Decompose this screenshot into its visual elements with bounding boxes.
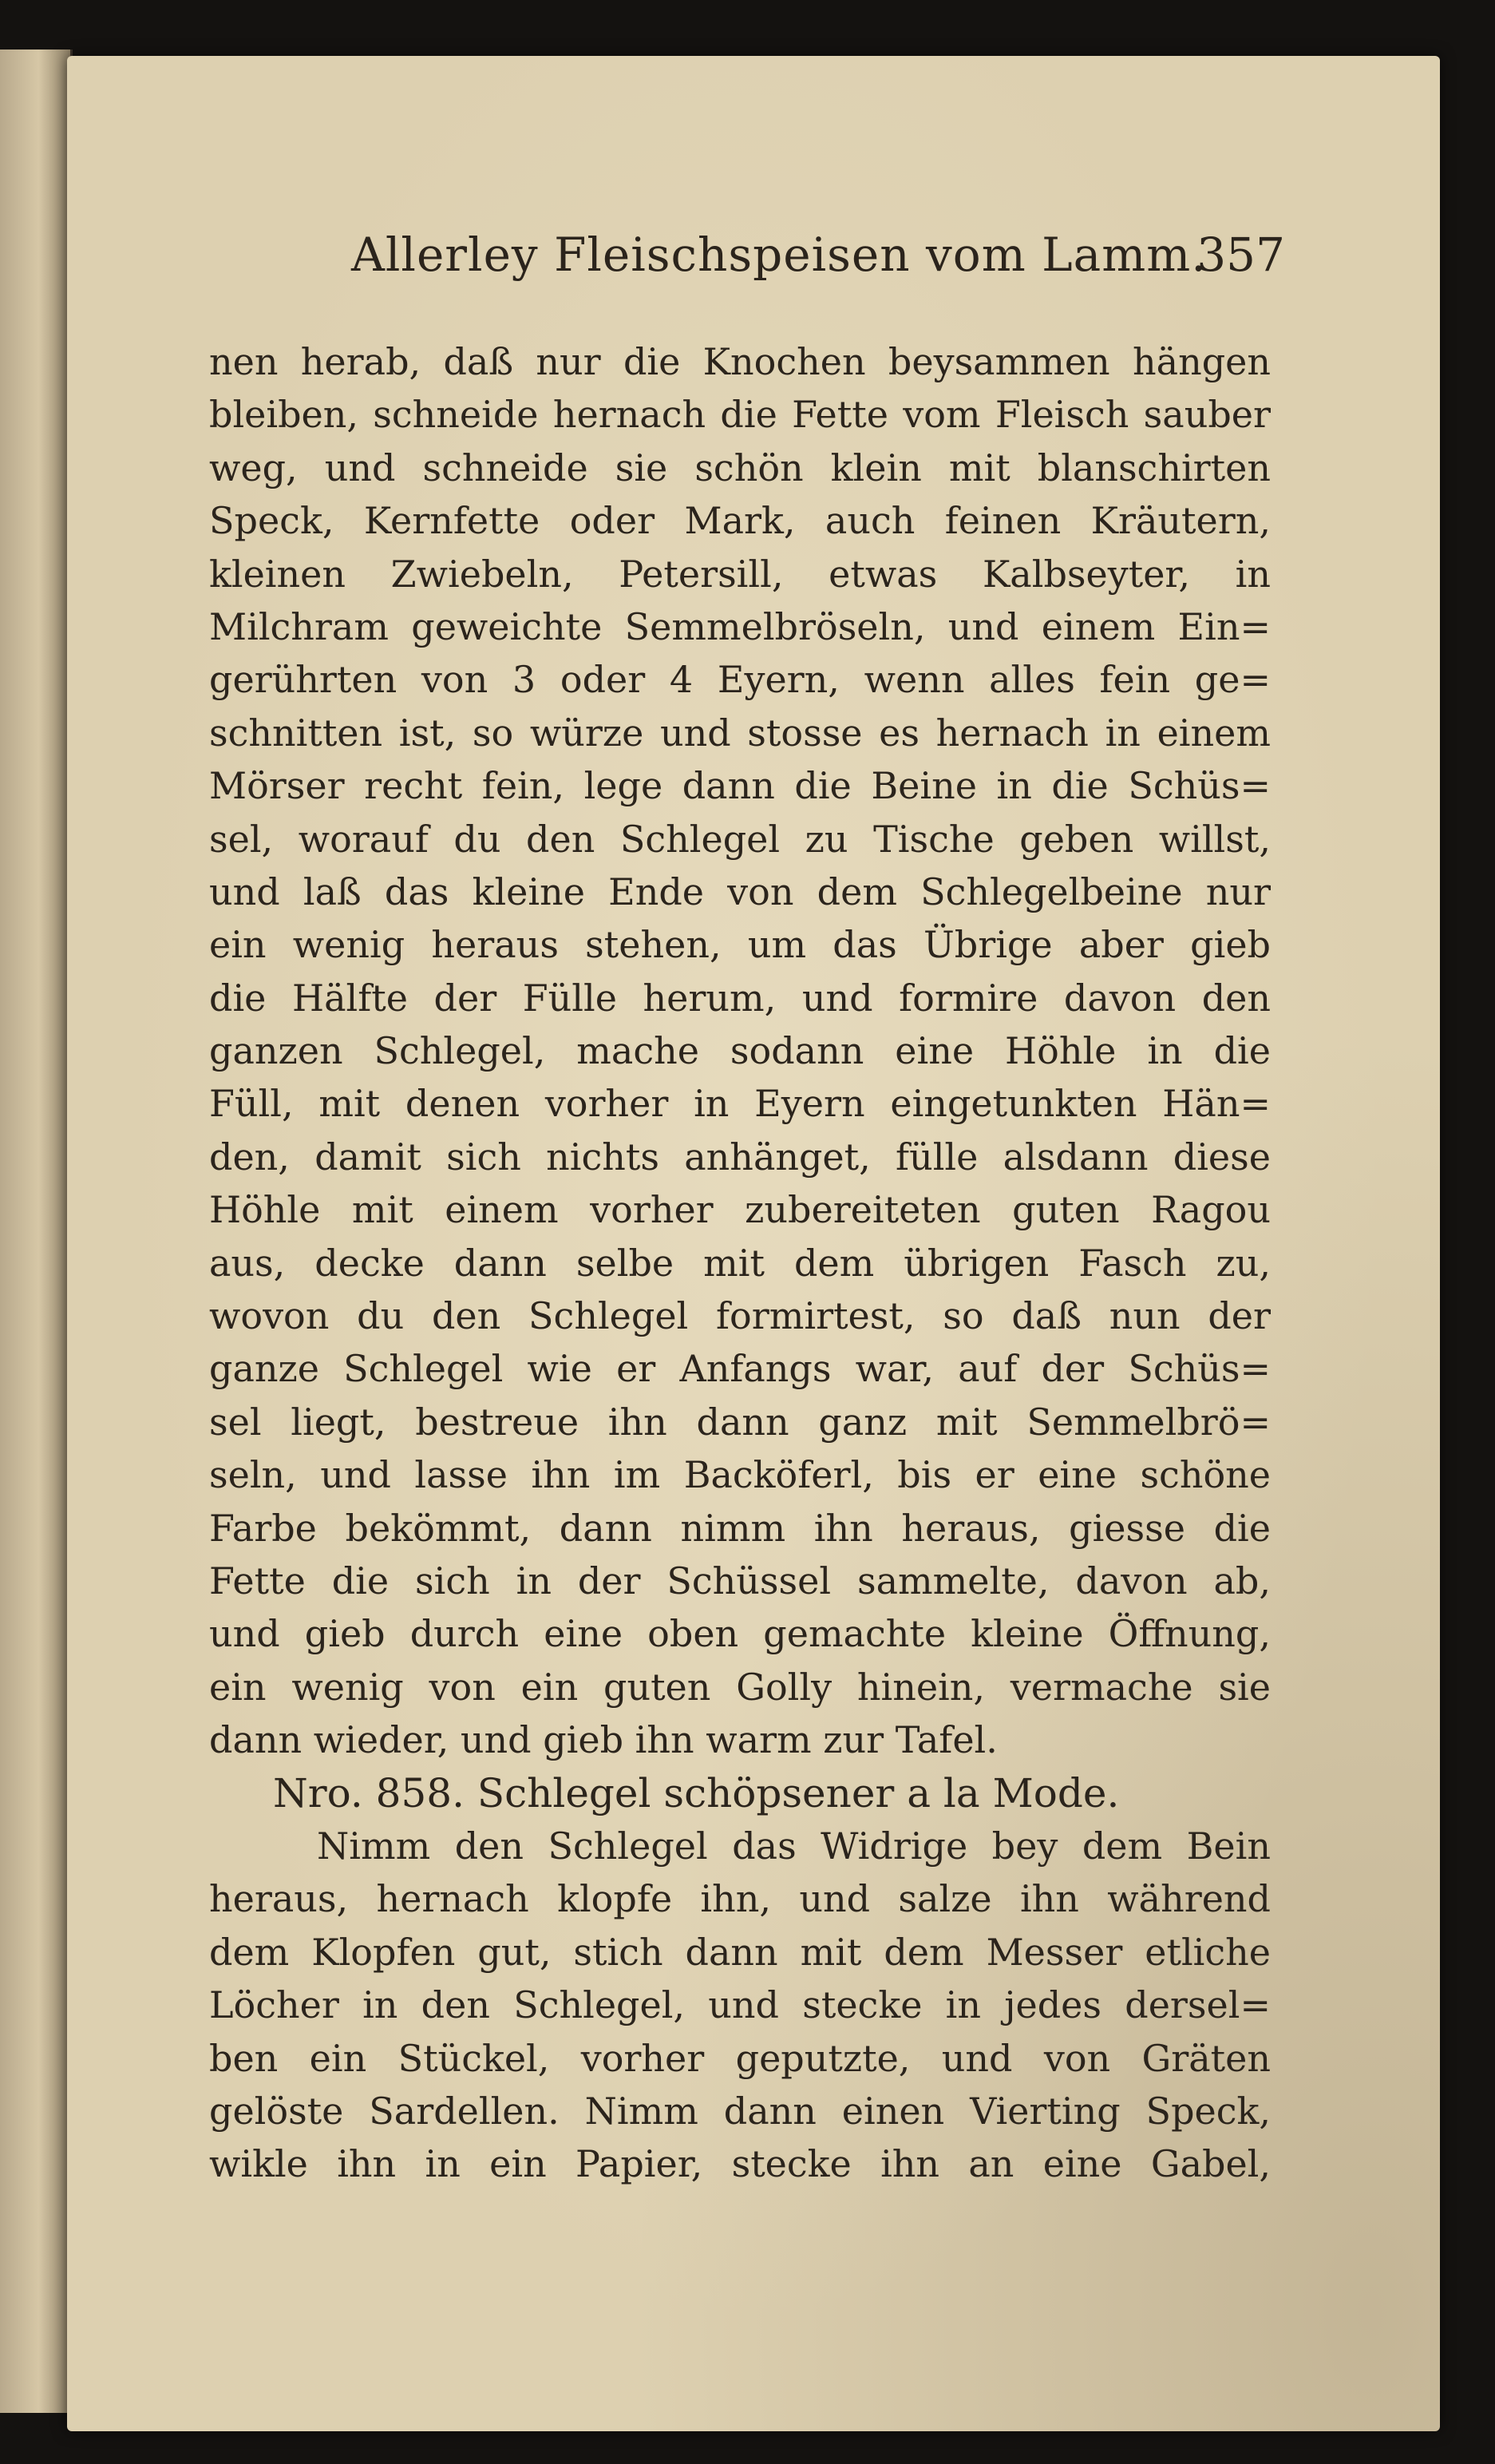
running-title: Allerley Fleischspeisen vom Lamm. (351, 228, 1207, 282)
text-line: Farbe bekömmt, dann nimm ihn heraus, giesse die (209, 1506, 1271, 1550)
text-line: ein wenig von ein guten Golly hinein, vermache sie (209, 1665, 1271, 1709)
text-line: ganzen Schlegel, mache sodann eine Höhle in die (209, 1029, 1271, 1073)
text-line: Milchram geweichte Semmelbröseln, und einem Ein= (209, 604, 1271, 648)
text-line: dem Klopfen gut, stich dann mit dem Messer etliche (209, 1930, 1271, 1974)
text-line: Löcher in den Schlegel, und stecke in jedes dersel= (209, 1983, 1271, 2027)
text-line: weg, und schneide sie schön klein mit blanschirten (209, 446, 1271, 489)
text-line: Füll, mit denen vorher in Eyern eingetunkten Hän= (209, 1082, 1271, 1126)
text-line: Mörser recht fein, lege dann die Beine in die Schüs= (209, 764, 1271, 808)
text-line: sel, worauf du den Schlegel zu Tische geben willst, (209, 817, 1271, 861)
text-line: dann wieder, und gieb ihn warm zur Tafel. (209, 1718, 998, 1762)
text-line: Speck, Kernfette oder Mark, auch feinen Kräutern, (209, 499, 1271, 543)
facing-page-edge (0, 50, 73, 2413)
text-line: Fette die sich in der Schüssel sammelte, davon ab, (209, 1559, 1271, 1602)
text-line: Nimm den Schlegel das Widrige bey dem Bein (317, 1824, 1271, 1868)
text-line: seln, und lasse ihn im Backöferl, bis er eine schöne (209, 1453, 1271, 1497)
page-number: 357 (1196, 228, 1285, 282)
text-line: wovon du den Schlegel formirtest, so daß nun der (209, 1294, 1271, 1338)
page-body (209, 335, 1271, 2191)
text-line: gerührten von 3 oder 4 Eyern, wenn alles fein ge= (209, 658, 1271, 702)
text-line: die Hälfte der Fülle herum, und formire davon den (209, 976, 1271, 1020)
text-line: kleinen Zwiebeln, Petersill, etwas Kalbseyter, in (209, 552, 1271, 596)
page-header (351, 228, 1285, 291)
text-line: und laß das kleine Ende von dem Schlegelbeine nur (209, 870, 1271, 913)
text-line: gelöste Sardellen. Nimm dann einen Vierting Speck, (209, 2089, 1271, 2133)
text-line: bleiben, schneide hernach die Fette vom Fleisch sauber (209, 393, 1271, 437)
text-line: ben ein Stückel, vorher geputzte, und von Gräten (209, 2036, 1271, 2080)
text-line: Höhle mit einem vorher zubereiteten guten Ragou (209, 1188, 1271, 1232)
text-line: den, damit sich nichts anhänget, fülle alsdann diese (209, 1135, 1271, 1179)
text-line: sel liegt, bestreue ihn dann ganz mit Semmelbrö= (209, 1400, 1271, 1444)
text-line: schnitten ist, so würze und stosse es hernach in einem (209, 711, 1271, 755)
text-line: heraus, hernach klopfe ihn, und salze ihn während (209, 1877, 1271, 1921)
recipe-heading: Nro. 858. Schlegel schöpsener a la Mode. (273, 1769, 1120, 1816)
text-line: ganze Schlegel wie er Anfangs war, auf der Schüs= (209, 1347, 1271, 1391)
text-line: nen herab, daß nur die Knochen beysammen hängen (209, 340, 1271, 383)
text-line: wikle ihn in ein Papier, stecke ihn an eine Gabel, (209, 2142, 1271, 2186)
text-line: und gieb durch eine oben gemachte kleine Öffnung, (209, 1612, 1271, 1656)
text-line: aus, decke dann selbe mit dem übrigen Fasch zu, (209, 1241, 1271, 1285)
text-line: ein wenig heraus stehen, um das Übrige aber gieb (209, 923, 1271, 967)
